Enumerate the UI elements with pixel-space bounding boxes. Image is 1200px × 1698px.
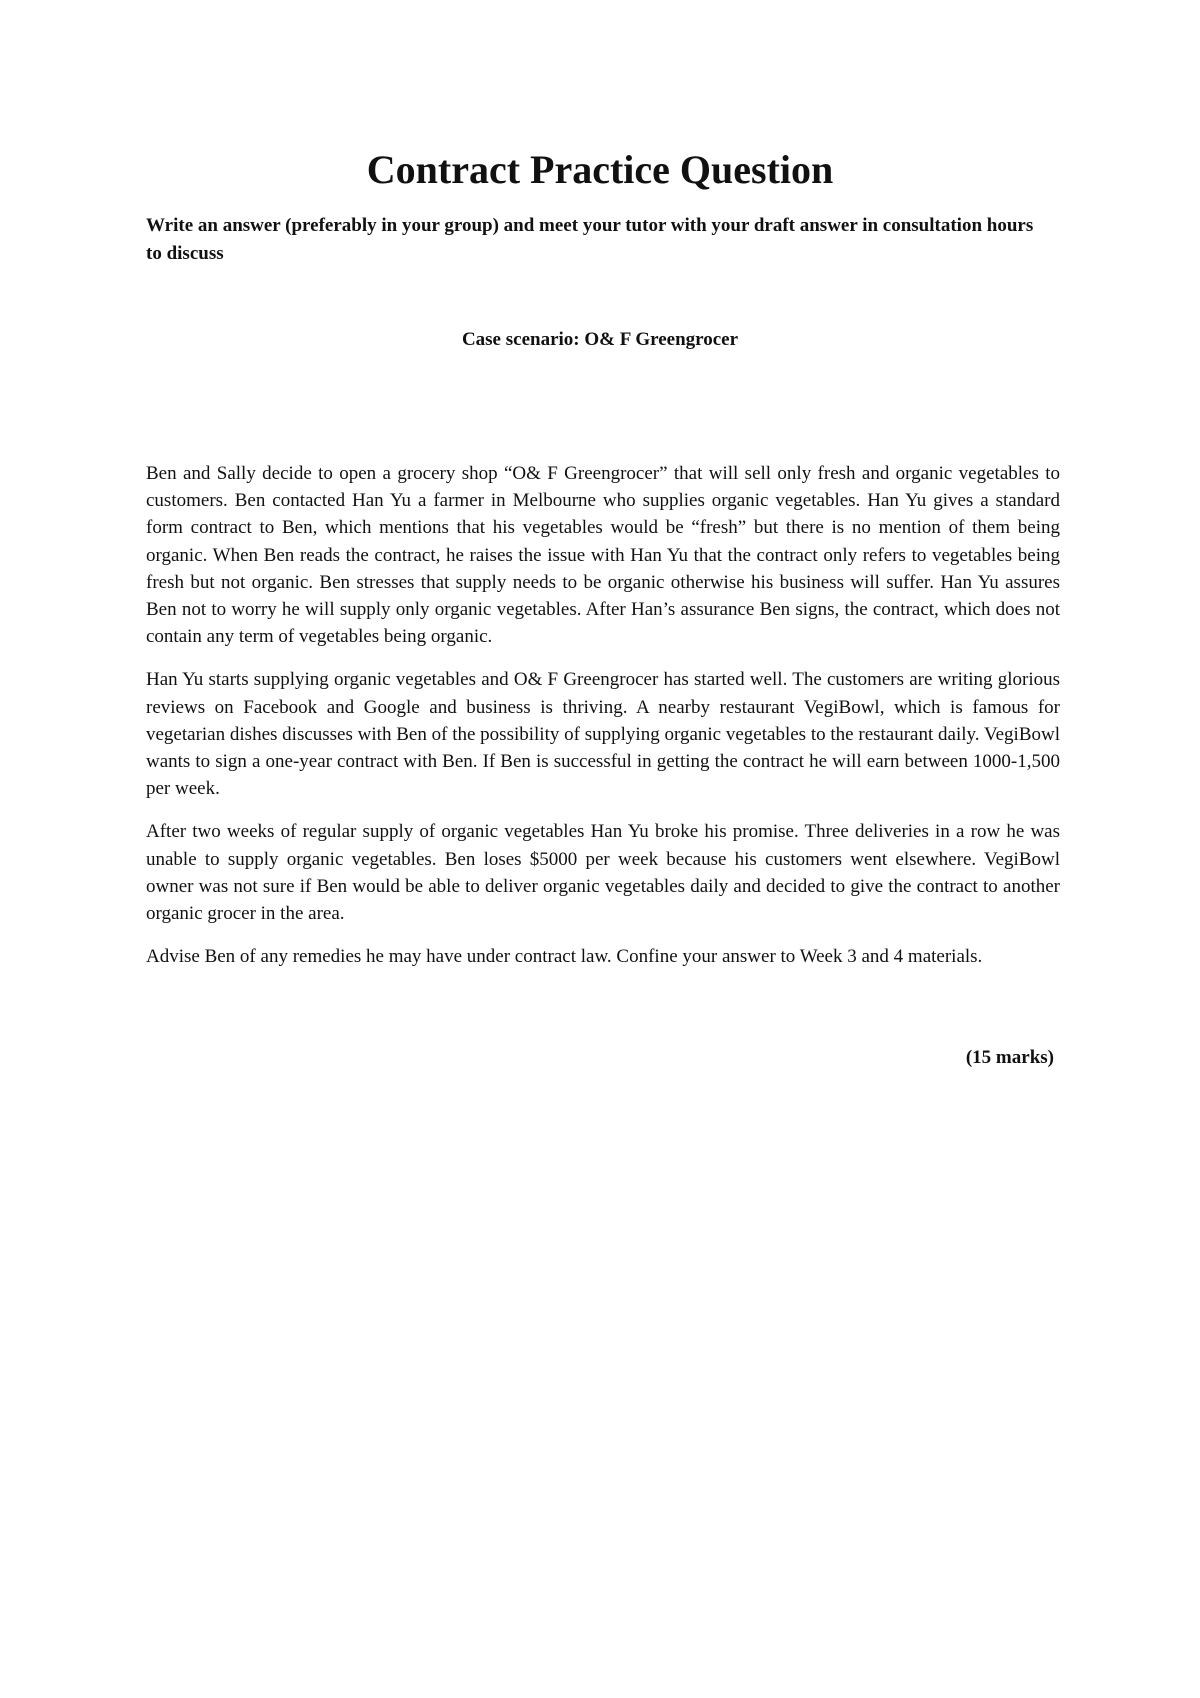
paragraph-2: Han Yu starts supplying organic vegetables and O& F Greengrocer has started well. The customers are writing glorious reviews on Facebook and Google and business is thriving. A nearby restaurant VegiBowl, which is famous for vegetarian dishes discusses with Ben of the possibility of supplying organic vegetables to the restaurant daily. VegiBowl wants to sign a one-year contract with Ben. If Ben is successful in getting the contract he will earn between 1000-1,500 per week. [146, 669, 1060, 800]
case-body [146, 460, 1060, 986]
paragraph-1: Ben and Sally decide to open a grocery shop “O& F Greengrocer” that will sell only fresh and organic vegetables to customers. Ben contacted Han Yu a farmer in Melbourne who supplies organic vegetables. Han Yu gives a standard form contract to Ben, which mentions that his vegetables would be “fresh” but there is no mention of them being organic. When Ben reads the contract, he raises the issue with Han Yu that the contract only refers to vegetables being fresh but not organic. Ben stresses that supply needs to be organic otherwise his business will suffer. Han Yu assures Ben not to worry he will supply only organic vegetables. After Han’s assurance Ben signs, the contract, which does not contain any term of vegetables being organic. [146, 463, 1060, 648]
marks-label: (15 marks) [965, 1047, 1054, 1068]
paragraph-4: Advise Ben of any remedies he may have under contract law. Confine your answer to Week 3 and 4 materials. [146, 946, 983, 968]
document-title: Contract Practice Question [366, 147, 834, 192]
paragraph-3: After two weeks of regular supply of organic vegetables Han Yu broke his promise. Three deliveries in a row he was unable to supply organic vegetables. Ben loses $5000 per week because his customers went elsewhere. VegiBowl owner was not sure if Ben would be able to deliver organic vegetables daily and decided to give the contract to another organic grocer in the area. [146, 821, 1060, 925]
case-scenario-heading: Case scenario: O& F Greengrocer [461, 329, 739, 350]
instructions-text: Write an answer (preferably in your group) and meet your tutor with your draft answer in consultation hours to discuss [146, 215, 1034, 264]
